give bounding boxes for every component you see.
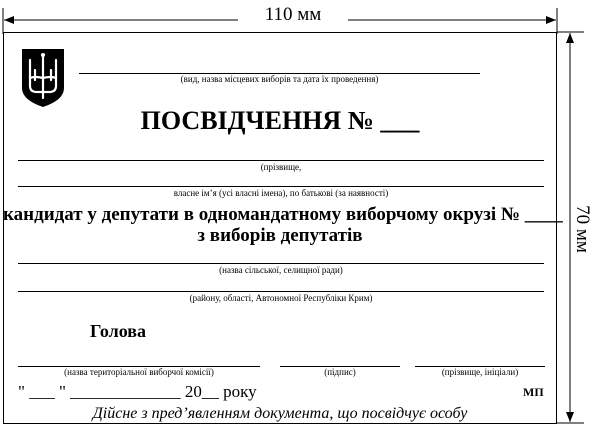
given-names-line xyxy=(18,186,544,187)
chairman-name-caption: (прізвище, ініціали) xyxy=(441,367,519,377)
validity-note: Дійсне з пред’явленням документа, що посвідчує особу xyxy=(92,405,468,422)
chairman-label: Голова xyxy=(90,321,147,341)
council-line xyxy=(18,263,544,264)
candidate-line-1: кандидат у депутати в одномандатному виборчому окрузі № ____ xyxy=(3,204,563,225)
height-label: 70 мм xyxy=(571,174,593,284)
surname-caption: (прізвище, xyxy=(260,162,302,172)
candidate-line-2: з виборів депутатів xyxy=(197,225,363,246)
election-caption: (вид, назва місцевих виборів та дата їх проведення) xyxy=(180,74,379,84)
certificate-title: ПОСВІДЧЕННЯ № ___ xyxy=(140,106,420,135)
signature-caption: (підпис) xyxy=(324,367,356,377)
region-caption: (району, області, Автономної Республіки Крим) xyxy=(189,293,373,303)
given-names-caption: власне ім’я (усі власні імена), по батькові (за наявності) xyxy=(173,188,389,198)
region-line xyxy=(18,291,544,292)
issue-date: " ___ " _____________ 20__ року xyxy=(18,382,257,401)
trident-icon xyxy=(21,48,65,108)
council-caption: (назва сільської, селищної ради) xyxy=(219,265,343,275)
width-label: 110 мм xyxy=(238,4,348,26)
commission-caption: (назва територіальної виборчої комісії) xyxy=(64,367,214,377)
stamp-placeholder: МП xyxy=(523,385,544,399)
surname-line xyxy=(18,160,544,161)
